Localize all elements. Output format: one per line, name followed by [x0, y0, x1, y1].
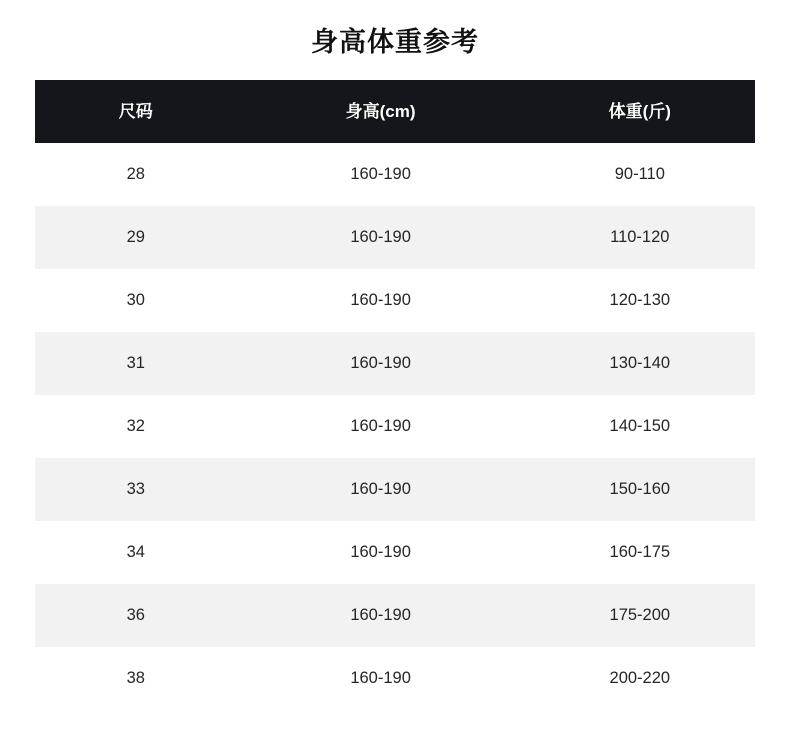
cell-height: 160-190	[237, 584, 525, 647]
cell-height: 160-190	[237, 458, 525, 521]
table-row	[35, 395, 755, 458]
table-header	[35, 80, 755, 143]
cell-weight: 130-140	[525, 332, 755, 395]
cell-weight: 150-160	[525, 458, 755, 521]
page-title: 身高体重参考	[311, 27, 479, 57]
cell-weight: 110-120	[525, 206, 755, 269]
cell-weight: 175-200	[525, 584, 755, 647]
cell-weight: 140-150	[525, 395, 755, 458]
column-header-weight: 体重(斤)	[525, 80, 755, 143]
cell-height: 160-190	[237, 143, 525, 206]
cell-weight: 90-110	[525, 143, 755, 206]
cell-height: 160-190	[237, 269, 525, 332]
cell-size: 33	[35, 458, 237, 521]
table-row	[35, 143, 755, 206]
cell-height: 160-190	[237, 206, 525, 269]
cell-size: 32	[35, 395, 237, 458]
cell-size: 30	[35, 269, 237, 332]
table-row	[35, 332, 755, 395]
column-header-height: 身高(cm)	[237, 80, 525, 143]
table-row	[35, 521, 755, 584]
cell-height: 160-190	[237, 521, 525, 584]
table-body	[35, 143, 755, 710]
cell-size: 38	[35, 647, 237, 710]
table-row	[35, 647, 755, 710]
table-row	[35, 206, 755, 269]
table-row	[35, 269, 755, 332]
cell-weight: 160-175	[525, 521, 755, 584]
cell-weight: 200-220	[525, 647, 755, 710]
cell-weight: 120-130	[525, 269, 755, 332]
size-reference-table	[35, 80, 755, 710]
cell-height: 160-190	[237, 332, 525, 395]
table-row	[35, 584, 755, 647]
table-row	[35, 458, 755, 521]
cell-size: 31	[35, 332, 237, 395]
cell-size: 36	[35, 584, 237, 647]
cell-height: 160-190	[237, 647, 525, 710]
cell-size: 28	[35, 143, 237, 206]
cell-size: 34	[35, 521, 237, 584]
cell-size: 29	[35, 206, 237, 269]
cell-height: 160-190	[237, 395, 525, 458]
size-table-container	[35, 80, 755, 710]
column-header-size: 尺码	[35, 80, 237, 143]
table-header-row	[35, 80, 755, 143]
